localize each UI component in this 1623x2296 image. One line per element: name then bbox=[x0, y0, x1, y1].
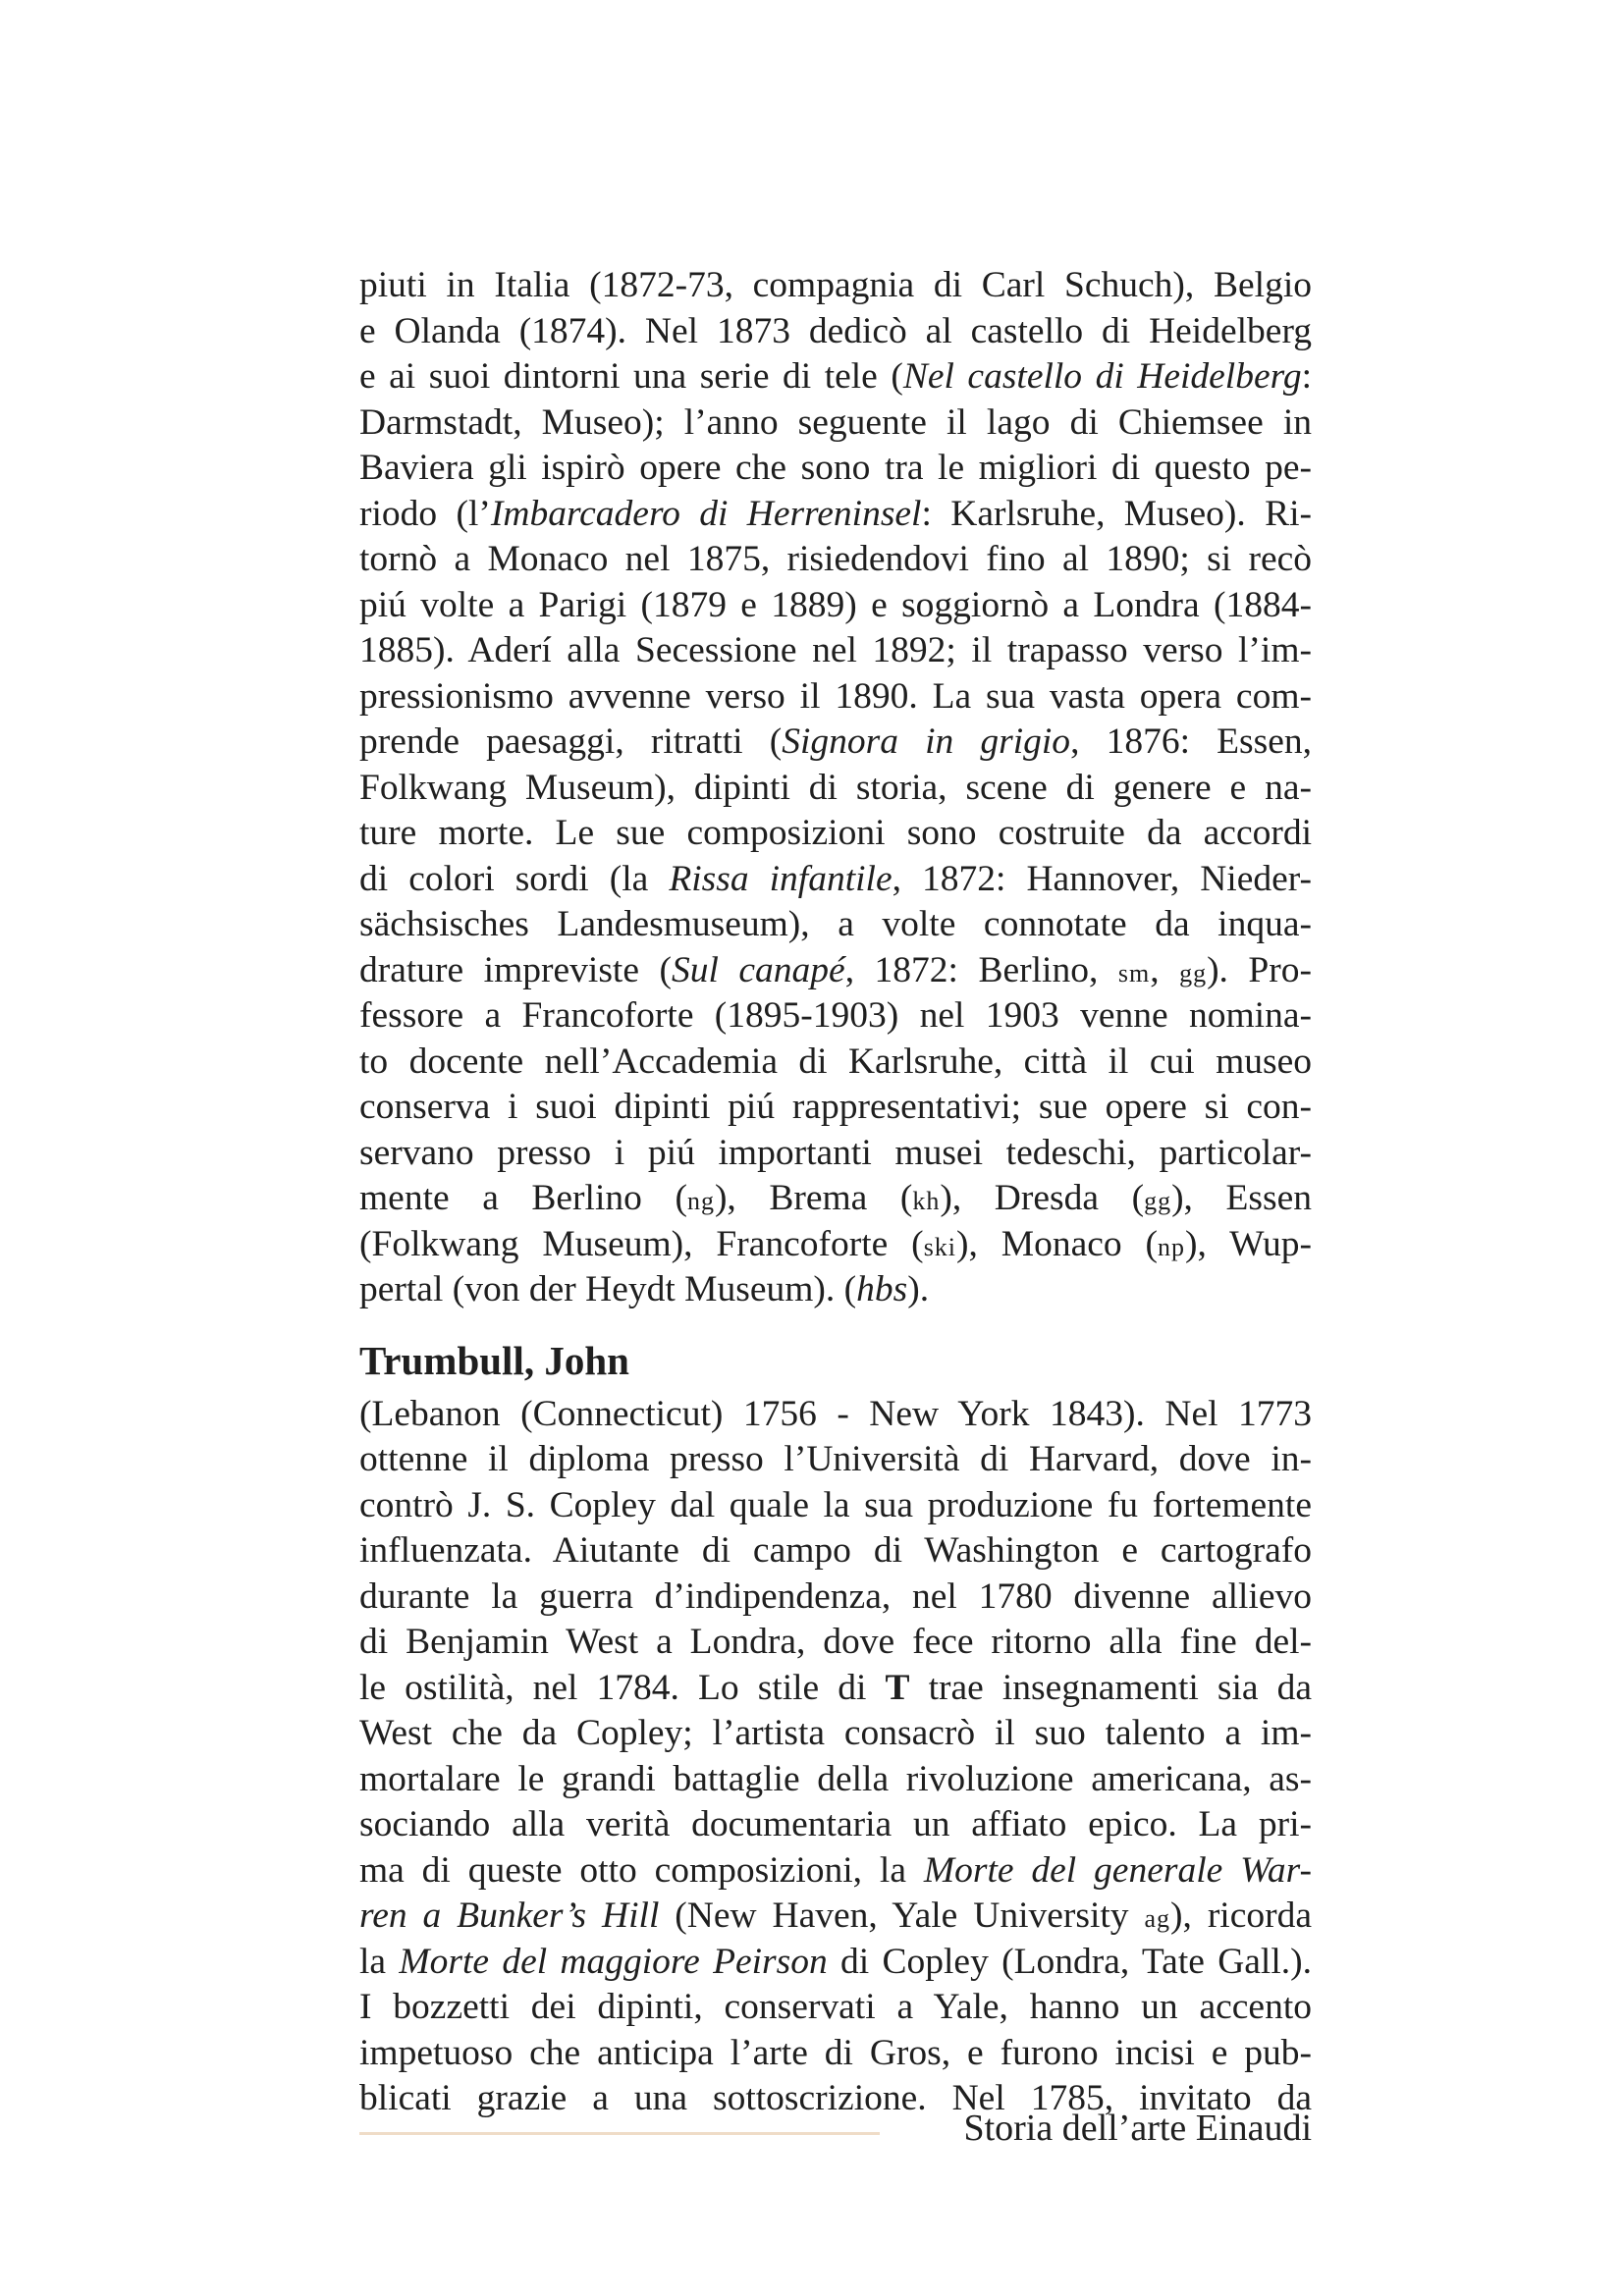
text-run: piuti in Italia (1872-73, compagnia di Carl Schuch), Belgio bbox=[359, 265, 1312, 305]
museum-abbreviation: sm bbox=[1117, 958, 1151, 988]
museum-abbreviation: gg bbox=[1144, 1187, 1172, 1215]
text-run: di colori sordi (la bbox=[359, 858, 670, 899]
artwork-title: Imbarcadero di Herreninsel bbox=[490, 493, 922, 534]
body-line bbox=[359, 720, 1312, 766]
entry-trumbull bbox=[359, 1392, 1312, 2122]
artwork-title: Signora in grigio bbox=[782, 721, 1071, 762]
author-initials: hbs bbox=[856, 1269, 908, 1309]
body-line bbox=[359, 1040, 1312, 1086]
body-line bbox=[359, 1437, 1312, 1483]
text-run: servano presso i piú importanti musei tedeschi, particolar- bbox=[359, 1132, 1312, 1173]
text-run: prende paesaggi, ritratti ( bbox=[359, 721, 783, 762]
body-line bbox=[359, 354, 1312, 400]
body-line bbox=[359, 446, 1312, 492]
text-run: , bbox=[1150, 949, 1180, 990]
artwork-title: ren a Bunker’s Hill bbox=[359, 1896, 660, 1936]
text-run: piú volte a Parigi (1879 e 1889) e soggiornò a Londra (1884- bbox=[359, 584, 1312, 625]
text-run: mente a Berlino ( bbox=[359, 1178, 687, 1218]
body-line bbox=[359, 1575, 1312, 1621]
text-column bbox=[359, 263, 1312, 2122]
body-line bbox=[359, 674, 1312, 721]
text-run: tornò a Monaco nel 1875, risiedendovi fino al 1890; si recò bbox=[359, 539, 1312, 579]
text-run: : Karlsruhe, Museo). Ri- bbox=[921, 493, 1312, 534]
text-run: di Benjamin West a Londra, dove fece ritorno alla fine del- bbox=[359, 1622, 1312, 1662]
body-line bbox=[359, 766, 1312, 812]
museum-abbreviation: np bbox=[1158, 1232, 1186, 1261]
text-run: contrò J. S. Copley dal quale la sua produzione fu fortemente bbox=[359, 1484, 1312, 1525]
body-line bbox=[359, 1985, 1312, 2031]
text-run: influenzata. Aiutante di campo di Washington e cartografo bbox=[359, 1530, 1312, 1571]
text-run: di Copley (Londra, Tate Gall.). bbox=[827, 1941, 1312, 1982]
body-line bbox=[359, 1222, 1312, 1268]
text-run: mortalare le grandi battaglie della rivoluzione americana, as- bbox=[359, 1758, 1312, 1799]
text-run: conserva i suoi dipinti piú rappresentativi; sue opere si con- bbox=[359, 1087, 1312, 1127]
entry-continuation bbox=[359, 263, 1312, 1313]
text-run: sociando alla verità documentaria un affiato epico. La pri- bbox=[359, 1804, 1312, 1844]
body-line bbox=[359, 811, 1312, 857]
museum-abbreviation: ng bbox=[686, 1187, 715, 1215]
text-run: to docente nell’Accademia di Karlsruhe, città il cui museo bbox=[359, 1041, 1312, 1082]
body-line bbox=[359, 309, 1312, 355]
body-line bbox=[359, 2031, 1312, 2077]
text-run: (Folkwang Museum), Francoforte ( bbox=[359, 1223, 924, 1264]
body-line bbox=[359, 1392, 1312, 1438]
body-line bbox=[359, 537, 1312, 583]
museum-abbreviation: gg bbox=[1179, 958, 1208, 988]
text-run: Darmstadt, Museo); l’anno seguente il lago di Chiemsee in bbox=[359, 401, 1312, 443]
body-line bbox=[359, 583, 1312, 629]
text-run: ), Essen bbox=[1171, 1178, 1312, 1218]
text-run: pressionismo avvenne verso il 1890. La sua vasta opera com- bbox=[359, 675, 1312, 717]
body-line bbox=[359, 993, 1312, 1040]
body-line bbox=[359, 1085, 1312, 1131]
text-run: drature impreviste ( bbox=[359, 949, 672, 990]
artwork-title: Rissa infantile bbox=[669, 858, 893, 899]
body-line bbox=[359, 948, 1312, 994]
body-line bbox=[359, 902, 1312, 948]
text-run: pertal (von der Heydt Museum). ( bbox=[359, 1269, 857, 1309]
artwork-title: Sul canapé bbox=[671, 949, 845, 990]
body-line bbox=[359, 1757, 1312, 1803]
page-footer bbox=[359, 2101, 1312, 2160]
text-run: le ostilità, nel 1784. Lo stile di bbox=[359, 1667, 886, 1708]
body-line bbox=[359, 492, 1312, 538]
text-run: ), Wup- bbox=[1185, 1223, 1312, 1264]
text-run: ), Brema ( bbox=[714, 1178, 913, 1218]
body-line bbox=[359, 1894, 1312, 1940]
museum-abbreviation: ag bbox=[1144, 1904, 1171, 1933]
footer-rule bbox=[359, 2132, 880, 2135]
text-run: blicati grazie a una sottoscrizione. Nel 1785, invitato da bbox=[359, 2078, 1312, 2118]
text-run: ), ricorda bbox=[1170, 1896, 1312, 1936]
text-run: trae insegnamenti sia da bbox=[909, 1667, 1312, 1708]
text-run: impetuoso che anticipa l’arte di Gros, e furono incisi e pub- bbox=[359, 2032, 1312, 2073]
artwork-title: Nel castello di Heidelberg bbox=[902, 356, 1302, 397]
text-run: e ai suoi dintorni una serie di tele ( bbox=[359, 356, 903, 397]
text-run: Baviera gli ispirò opere che sono tra le migliori di questo pe- bbox=[359, 448, 1312, 488]
body-line bbox=[359, 1848, 1312, 1895]
text-run: ottenne il diploma presso l’Università di Harvard, dove in- bbox=[359, 1439, 1312, 1479]
museum-abbreviation: kh bbox=[912, 1187, 941, 1215]
text-run: ). bbox=[907, 1269, 930, 1309]
text-run: riodo (l’ bbox=[359, 493, 491, 534]
text-run: , 1876: Essen, bbox=[1070, 721, 1312, 762]
body-line bbox=[359, 263, 1312, 309]
text-run: fessore a Francoforte (1895-1903) nel 1903 venne nomina- bbox=[359, 995, 1312, 1036]
body-line bbox=[359, 1176, 1312, 1222]
publication-title: Storia dell’arte Einaudi bbox=[963, 2108, 1312, 2149]
text-run: ). Pro- bbox=[1207, 949, 1312, 990]
text-run: : bbox=[1301, 356, 1312, 397]
text-run: , 1872: Hannover, Nieder- bbox=[892, 858, 1312, 899]
body-line bbox=[359, 1528, 1312, 1575]
body-line bbox=[359, 1802, 1312, 1848]
text-run: , 1872: Berlino, bbox=[844, 949, 1118, 990]
text-run: ), Dresda ( bbox=[940, 1178, 1145, 1218]
body-line bbox=[359, 1666, 1312, 1712]
text-run: (Lebanon (Connecticut) 1756 - New York 1843). Nel 1773 bbox=[359, 1393, 1312, 1434]
text-run: sächsisches Landesmuseum), a volte connotate da inqua- bbox=[359, 904, 1312, 944]
text-run: ture morte. Le sue composizioni sono costruite da accordi bbox=[359, 813, 1312, 853]
text-run: durante la guerra d’indipendenza, nel 1780 divenne allievo bbox=[359, 1575, 1312, 1617]
text-run: e Olanda (1874). Nel 1873 dedicò al castello di Heidelberg bbox=[359, 310, 1312, 351]
body-line bbox=[359, 1267, 1312, 1313]
text-run: I bozzetti dei dipinti, conservati a Yale, hanno un accento bbox=[359, 1987, 1312, 2027]
artwork-title: Morte del generale War- bbox=[923, 1849, 1312, 1891]
subject-abbreviation: T bbox=[885, 1667, 910, 1708]
text-run: 1885). Aderí alla Secessione nel 1892; il trapasso verso l’im- bbox=[359, 630, 1312, 670]
entry-heading: Trumbull, John bbox=[359, 1337, 629, 1383]
text-run: la bbox=[359, 1941, 400, 1982]
museum-abbreviation: ski bbox=[923, 1232, 957, 1261]
body-line bbox=[359, 400, 1312, 447]
text-run: West che da Copley; l’artista consacrò il suo talento a im- bbox=[359, 1713, 1312, 1753]
artwork-title: Morte del maggiore Peirson bbox=[399, 1941, 828, 1982]
text-run: ), Monaco ( bbox=[956, 1223, 1159, 1264]
body-line bbox=[359, 1483, 1312, 1529]
text-run: Folkwang Museum), dipinti di storia, scene di genere e na- bbox=[359, 767, 1312, 808]
body-line bbox=[359, 628, 1312, 674]
body-line bbox=[359, 1131, 1312, 1177]
body-line bbox=[359, 857, 1312, 903]
text-run: ma di queste otto composizioni, la bbox=[359, 1849, 924, 1891]
text-run: (New Haven, Yale University bbox=[659, 1896, 1145, 1936]
body-line bbox=[359, 1620, 1312, 1666]
body-line bbox=[359, 1711, 1312, 1757]
body-line bbox=[359, 1940, 1312, 1986]
